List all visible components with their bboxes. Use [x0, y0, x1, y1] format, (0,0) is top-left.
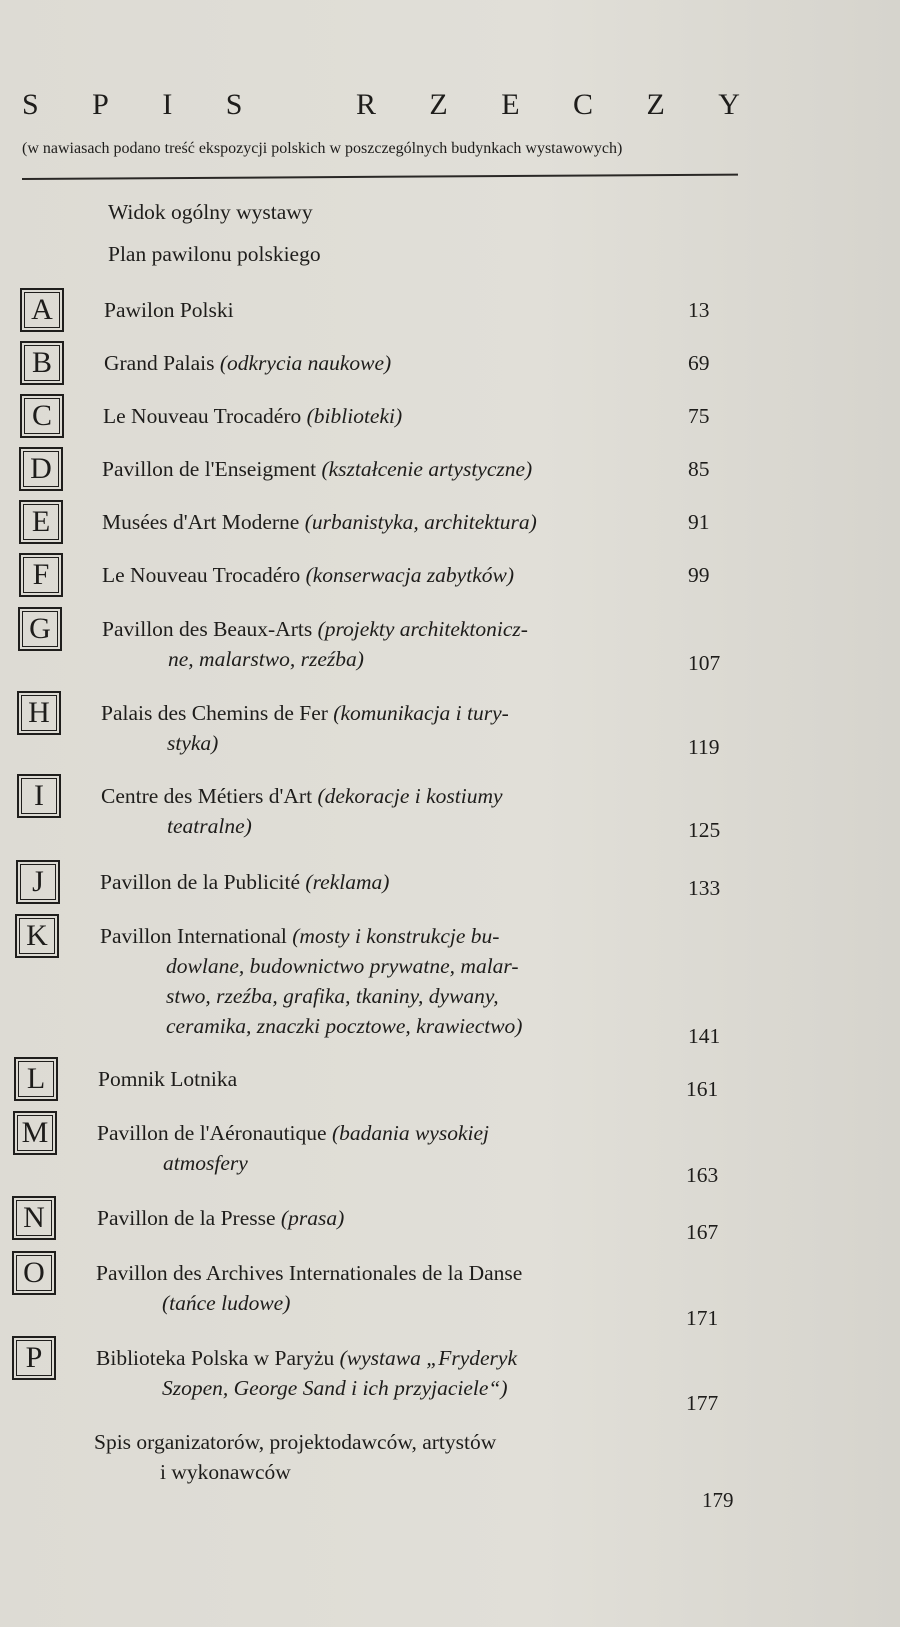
entry-title: Pavillon des Beaux-Arts — [102, 617, 313, 641]
section-letter-box: G — [18, 607, 62, 651]
toc-entry — [98, 1065, 738, 1093]
page-number: 75 — [688, 404, 710, 428]
section-letter-box: D — [19, 447, 63, 491]
section-letter-box: F — [19, 553, 63, 597]
toc-entry — [100, 922, 740, 1040]
entry-detail: (biblioteki) — [306, 404, 403, 428]
entry-title-cont: i wykonawców — [160, 1460, 291, 1484]
entry-detail: (badania wysokiej — [331, 1121, 489, 1145]
intro-item-label: Plan pawilonu polskiego — [108, 242, 321, 266]
title-letter: I — [162, 88, 175, 121]
section-letter-box: O — [12, 1251, 56, 1295]
title-letter: Z — [646, 88, 667, 121]
section-letter-box: L — [14, 1057, 58, 1101]
entry-detail: (komunikacja i tury- — [333, 701, 509, 725]
section-letter-box: P — [12, 1336, 56, 1380]
entry-title: Pawilon Polski — [104, 298, 234, 322]
title-letter: C — [573, 88, 596, 121]
entry-detail: (projekty architektonicz- — [317, 617, 528, 641]
entry-title: Pavillon de la Presse — [97, 1206, 276, 1230]
entry-title: Le Nouveau Trocadéro — [102, 563, 301, 587]
entry-title: Spis organizatorów, projektodawców, artystów — [94, 1430, 497, 1454]
entry-title: Pavillon de l'Aéronautique — [97, 1121, 327, 1145]
page-title — [22, 88, 742, 122]
title-letter: Y — [718, 88, 742, 121]
page-number: 99 — [688, 563, 710, 587]
title-letter: E — [501, 88, 522, 121]
page-number: 141 — [688, 1024, 721, 1048]
divider — [22, 174, 738, 180]
toc-entry — [97, 1119, 737, 1177]
toc-entry — [103, 402, 743, 430]
entry-title: Palais des Chemins de Fer — [101, 701, 328, 725]
entry-title: Pomnik Lotnika — [98, 1067, 238, 1091]
section-letter-box: K — [15, 914, 59, 958]
entry-detail-cont: styka) — [167, 731, 219, 755]
entry-detail: (urbanistyka, architektura) — [304, 510, 537, 534]
entry-detail: (mosty i konstrukcje bu- — [292, 924, 500, 948]
entry-detail: (dekoracje i kostiumy — [317, 784, 503, 808]
entry-title: Centre des Métiers d'Art — [101, 784, 313, 808]
title-letter: S — [22, 88, 41, 121]
entry-title: Pavillon de la Publicité — [100, 870, 301, 894]
page-number: 177 — [686, 1391, 719, 1415]
section-letter-box: E — [19, 500, 63, 544]
entry-title: Pavillon de l'Enseigment — [102, 457, 317, 481]
title-letter: P — [92, 88, 111, 121]
page-number: 171 — [686, 1306, 719, 1330]
toc-entry — [102, 455, 742, 483]
entry-detail-cont: atmosfery — [163, 1151, 248, 1175]
intro-item-label: Widok ogólny wystawy — [108, 200, 313, 224]
toc-entry — [97, 1204, 737, 1232]
intro-item — [108, 240, 321, 268]
entry-detail-cont: ne, malarstwo, rzeźba) — [168, 647, 364, 671]
section-letter-box: A — [20, 288, 64, 332]
section-letter-box: N — [12, 1196, 56, 1240]
toc-entry — [96, 1344, 736, 1402]
entry-title: Grand Palais — [104, 351, 215, 375]
toc-entry — [104, 349, 744, 377]
entry-detail: (odkrycia naukowe) — [219, 351, 392, 375]
entry-title: Le Nouveau Trocadéro — [103, 404, 302, 428]
toc-entry — [100, 868, 740, 896]
title-letter: S — [225, 88, 245, 121]
page-number: 91 — [688, 510, 710, 534]
toc-entry — [104, 296, 744, 324]
page-number: 167 — [686, 1220, 719, 1244]
entry-detail: (kształcenie artystyczne) — [321, 457, 533, 481]
section-letter-box: M — [13, 1111, 57, 1155]
section-letter-box: H — [17, 691, 61, 735]
entry-detail: (reklama) — [305, 870, 390, 894]
section-letter-box: I — [17, 774, 61, 818]
entry-detail-cont: Szopen, George Sand i ich przyjaciele“) — [162, 1376, 508, 1400]
entry-detail-cont: ceramika, znaczki pocztowe, krawiectwo) — [166, 1014, 523, 1038]
page-number: 69 — [688, 351, 710, 375]
entry-title: Pavillon des Archives Internationales de la Danse — [96, 1261, 523, 1285]
toc-entry — [96, 1259, 736, 1317]
entry-title: Biblioteka Polska w Paryżu — [96, 1346, 335, 1370]
title-letter: R — [355, 88, 378, 121]
toc-entry — [102, 508, 742, 536]
subtitle: (w nawiasach podano treść ekspozycji polskich w poszczególnych budynkach wystawowych) — [22, 140, 623, 157]
intro-item — [108, 198, 313, 226]
section-letter-box: C — [20, 394, 64, 438]
page-number: 163 — [686, 1163, 719, 1187]
toc-entry — [101, 782, 741, 840]
page-number: 161 — [686, 1077, 719, 1101]
entry-title: Pavillon International — [100, 924, 287, 948]
toc-entry — [102, 561, 742, 589]
entry-detail-cont: stwo, rzeźba, grafika, tkaniny, dywany, — [166, 984, 499, 1008]
page-number: 179 — [702, 1488, 734, 1512]
toc-entry — [101, 699, 741, 757]
toc-entry — [102, 615, 742, 673]
page-number: 107 — [688, 651, 721, 675]
page-number: 85 — [688, 457, 710, 481]
section-letter-box: J — [16, 860, 60, 904]
entry-detail: (konserwacja zabytków) — [305, 563, 514, 587]
entry-detail-cont: (tańce ludowe) — [162, 1291, 291, 1315]
entry-title: Musées d'Art Moderne — [102, 510, 300, 534]
entry-detail: (prasa) — [280, 1206, 345, 1230]
section-letter-box: B — [20, 341, 64, 385]
title-letter: Z — [429, 88, 450, 121]
page-number: 13 — [688, 298, 710, 322]
entry-detail-cont: teatralne) — [167, 814, 252, 838]
page-number: 119 — [688, 735, 720, 759]
entry-detail-cont: dowlane, budownictwo prywatne, malar- — [166, 954, 519, 978]
page-number: 125 — [688, 818, 721, 842]
page-number: 133 — [688, 876, 721, 900]
entry-detail: (wystawa „Fryderyk — [339, 1346, 517, 1370]
